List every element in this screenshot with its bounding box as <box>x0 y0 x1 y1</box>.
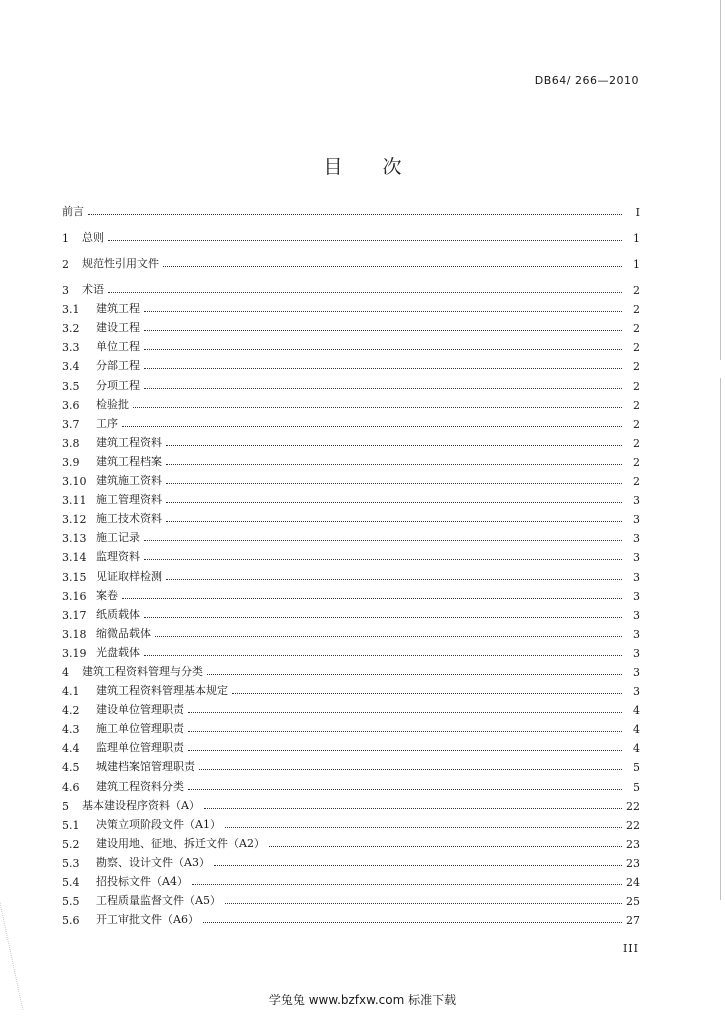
toc-dot-leader <box>144 388 622 389</box>
toc-entry-page: 2 <box>633 436 640 450</box>
toc-entry[interactable] <box>62 431 640 450</box>
page-number: III <box>622 942 639 955</box>
toc-entry[interactable] <box>62 250 640 271</box>
toc-entry-label: 建设工程 <box>96 321 140 335</box>
toc-entry-number: 5.1 <box>62 818 80 832</box>
toc-entry-label: 工程质量监督文件（A5） <box>96 894 221 908</box>
toc-entry-number: 4.1 <box>62 685 80 699</box>
toc-entry[interactable] <box>62 832 640 851</box>
toc-entry[interactable] <box>62 564 640 583</box>
toc-entry-page: 1 <box>633 232 640 246</box>
toc-dot-leader <box>232 693 622 694</box>
toc-dot-leader <box>204 808 622 809</box>
toc-entry-number: 3.12 <box>62 513 87 527</box>
toc-entry-label: 开工审批文件（A6） <box>96 913 199 927</box>
toc-entry-number: 5.5 <box>62 895 80 909</box>
toc-entry-page: 3 <box>633 513 640 527</box>
toc-entry-label: 工序 <box>96 416 118 430</box>
toc-entry-label: 城建档案馆管理职责 <box>96 760 195 774</box>
toc-entry[interactable] <box>62 736 640 755</box>
toc-entry-page: 3 <box>633 589 640 603</box>
watermark: 学兔兔 www.bzfxw.com 标准下载 <box>268 993 457 1007</box>
toc-dot-leader <box>188 789 622 790</box>
toc-entry-page: 2 <box>633 398 640 412</box>
toc-entry-page: 22 <box>626 799 640 813</box>
toc-dot-leader <box>269 846 622 847</box>
toc-title <box>0 152 725 179</box>
toc-entry-label: 施工单位管理职责 <box>96 722 184 736</box>
toc-entry-label: 建筑施工资料 <box>96 474 162 488</box>
table-of-contents <box>62 200 640 927</box>
toc-entry-number: 3.6 <box>62 398 80 412</box>
toc-entry-page: 22 <box>626 818 640 832</box>
toc-entry[interactable] <box>62 393 640 412</box>
toc-dot-leader <box>144 349 622 350</box>
toc-entry-number: 3.8 <box>62 436 80 450</box>
toc-entry-page: 2 <box>633 417 640 431</box>
toc-entry-number: 1 <box>62 232 69 246</box>
toc-entry-label: 建筑工程资料管理基本规定 <box>96 684 228 698</box>
toc-entry[interactable] <box>62 717 640 736</box>
toc-entry[interactable] <box>62 297 640 316</box>
toc-entry[interactable] <box>62 488 640 507</box>
toc-entry-number: 3.11 <box>62 494 87 508</box>
toc-entry-page: 4 <box>633 742 640 756</box>
toc-entry[interactable] <box>62 794 640 813</box>
toc-dot-leader <box>144 368 622 369</box>
toc-entry-number: 4.2 <box>62 704 80 718</box>
toc-dot-leader <box>108 292 622 293</box>
toc-entry-label: 单位工程 <box>96 340 140 354</box>
toc-entry[interactable] <box>62 908 640 927</box>
toc-entry-number: 3.14 <box>62 551 87 565</box>
toc-dot-leader <box>144 311 622 312</box>
toc-entry-number: 3.13 <box>62 532 87 546</box>
toc-entry-number: 3.2 <box>62 322 80 336</box>
toc-entry-number: 4.3 <box>62 723 80 737</box>
toc-entry[interactable] <box>62 335 640 354</box>
toc-entry-label: 检验批 <box>96 397 129 411</box>
toc-dot-leader <box>166 579 622 580</box>
toc-entry-label: 勘察、设计文件（A3） <box>96 855 210 869</box>
toc-entry-page: 5 <box>633 780 640 794</box>
toc-entry-number: 3.17 <box>62 608 87 622</box>
toc-dot-leader <box>199 769 622 770</box>
toc-entry-number: 3.9 <box>62 455 80 469</box>
toc-entry-label: 监理资料 <box>96 550 140 564</box>
toc-entry-label: 缩微品载体 <box>96 626 151 640</box>
toc-dot-leader <box>144 655 622 656</box>
toc-dot-leader <box>144 617 622 618</box>
toc-entry-label: 光盘载体 <box>96 645 140 659</box>
toc-entry[interactable] <box>62 526 640 545</box>
toc-entry-page: 3 <box>633 685 640 699</box>
toc-entry-page: 3 <box>633 494 640 508</box>
toc-dot-leader <box>166 445 622 446</box>
toc-entry-label: 前言 <box>62 205 84 219</box>
toc-entry-page: I <box>635 206 640 220</box>
toc-entry-page: 2 <box>633 360 640 374</box>
toc-dot-leader <box>122 598 622 599</box>
toc-entry[interactable] <box>62 641 640 660</box>
toc-entry-number: 5.2 <box>62 837 80 851</box>
toc-dot-leader <box>188 712 622 713</box>
toc-entry-label: 规范性引用文件 <box>82 257 159 271</box>
toc-entry-page: 3 <box>633 608 640 622</box>
toc-entry[interactable] <box>62 507 640 526</box>
toc-dot-leader <box>203 922 622 923</box>
toc-dot-leader <box>225 903 622 904</box>
toc-entry-page: 23 <box>626 856 640 870</box>
toc-dot-leader <box>144 330 622 331</box>
toc-entry[interactable] <box>62 622 640 641</box>
toc-entry-number: 3.3 <box>62 341 80 355</box>
toc-entry[interactable] <box>62 851 640 870</box>
toc-entry-label: 案卷 <box>96 588 118 602</box>
toc-entry-number: 4 <box>62 665 69 679</box>
toc-entry-label: 基本建设程序资料（A） <box>82 798 200 812</box>
toc-entry-label: 施工记录 <box>96 531 140 545</box>
toc-dot-leader <box>144 559 622 560</box>
toc-entry-label: 决策立项阶段文件（A1） <box>96 817 221 831</box>
toc-title-char-1: 目 <box>323 156 343 178</box>
toc-entry[interactable] <box>62 469 640 488</box>
toc-entry-number: 3.7 <box>62 417 80 431</box>
toc-entry[interactable] <box>62 450 640 469</box>
toc-entry-number: 3 <box>62 284 69 298</box>
toc-entry-number: 5.3 <box>62 856 80 870</box>
toc-entry-page: 2 <box>633 455 640 469</box>
toc-entry-number: 4.5 <box>62 761 80 775</box>
toc-dot-leader <box>166 502 622 503</box>
toc-entry-number: 3.18 <box>62 627 87 641</box>
toc-title-char-2: 次 <box>382 156 402 178</box>
toc-entry[interactable] <box>62 224 640 245</box>
toc-entry-number: 3.4 <box>62 360 80 374</box>
toc-dot-leader <box>214 865 622 866</box>
toc-entry-page: 2 <box>633 341 640 355</box>
toc-entry-page: 3 <box>633 551 640 565</box>
toc-entry-page: 2 <box>633 322 640 336</box>
toc-entry[interactable] <box>62 316 640 335</box>
toc-entry-label: 建筑工程资料分类 <box>96 779 184 793</box>
toc-entry[interactable] <box>62 412 640 431</box>
toc-entry[interactable] <box>62 354 640 373</box>
toc-entry[interactable] <box>62 545 640 564</box>
toc-entry-page: 1 <box>633 258 640 272</box>
toc-entry-number: 3.10 <box>62 475 87 489</box>
toc-entry-number: 3.15 <box>62 570 87 584</box>
toc-entry-label: 总则 <box>82 231 104 245</box>
toc-entry-label: 分项工程 <box>96 378 140 392</box>
toc-dot-leader <box>166 464 622 465</box>
toc-entry-label: 建设用地、征地、拆迁文件（A2） <box>96 836 265 850</box>
toc-entry[interactable] <box>62 200 640 219</box>
toc-dot-leader <box>207 674 622 675</box>
toc-entry-number: 3.19 <box>62 646 87 660</box>
toc-entry[interactable] <box>62 774 640 793</box>
toc-entry-label: 招投标文件（A4） <box>96 875 188 888</box>
toc-entry[interactable] <box>62 603 640 622</box>
toc-entry-page: 25 <box>626 895 640 909</box>
toc-entry-page: 27 <box>626 914 640 928</box>
toc-entry-page: 23 <box>626 837 640 851</box>
toc-entry-page: 3 <box>633 570 640 584</box>
toc-dot-leader <box>188 731 622 732</box>
toc-entry[interactable] <box>62 276 640 297</box>
toc-entry-page: 3 <box>633 646 640 660</box>
toc-entry-page: 5 <box>633 761 640 775</box>
toc-entry-page: 3 <box>633 665 640 679</box>
scan-margin-mark <box>0 800 63 1010</box>
toc-entry-number: 4.4 <box>62 742 80 756</box>
toc-dot-leader <box>192 884 622 885</box>
toc-dot-leader <box>166 483 622 484</box>
toc-dot-leader <box>188 750 622 751</box>
toc-entry-page: 2 <box>633 284 640 298</box>
toc-entry[interactable] <box>62 755 640 774</box>
toc-entry[interactable] <box>62 373 640 392</box>
toc-entry-label: 见证取样检测 <box>96 569 162 583</box>
toc-entry-number: 5 <box>62 799 69 813</box>
toc-dot-leader <box>155 636 622 637</box>
toc-entry[interactable] <box>62 584 640 603</box>
toc-entry[interactable] <box>62 698 640 717</box>
toc-entry-label: 分部工程 <box>96 359 140 373</box>
toc-dot-leader <box>144 540 622 541</box>
toc-dot-leader <box>225 827 622 828</box>
toc-entry-page: 4 <box>633 704 640 718</box>
toc-entry[interactable] <box>62 813 640 832</box>
toc-entry-page: 2 <box>633 475 640 489</box>
toc-entry-page: 3 <box>633 532 640 546</box>
toc-entry-number: 3.1 <box>62 303 80 317</box>
scan-edge-line <box>720 0 721 900</box>
toc-entry[interactable] <box>62 889 640 908</box>
toc-entry-label: 建筑工程资料 <box>96 435 162 449</box>
toc-entry-page: 2 <box>633 379 640 393</box>
toc-dot-leader <box>133 407 622 408</box>
toc-entry-label: 建筑工程 <box>96 302 140 316</box>
toc-dot-leader <box>122 426 622 427</box>
toc-entry-label: 术语 <box>82 283 104 297</box>
toc-entry-label: 施工技术资料 <box>96 512 162 526</box>
toc-entry-label: 纸质载体 <box>96 607 140 621</box>
toc-entry-number: 3.16 <box>62 589 87 603</box>
toc-entry-number: 5.6 <box>62 914 80 928</box>
toc-dot-leader <box>108 240 622 241</box>
toc-dot-leader <box>166 521 622 522</box>
toc-entry-number: 5.4 <box>62 876 80 889</box>
toc-entry-page: 2 <box>633 303 640 317</box>
toc-entry-label: 建筑工程档案 <box>96 454 162 468</box>
toc-dot-leader <box>88 214 622 215</box>
toc-entry[interactable] <box>62 660 640 679</box>
toc-entry-page: 3 <box>633 627 640 641</box>
document-code: DB64/ 266—2010 <box>534 74 639 87</box>
toc-entry[interactable] <box>62 679 640 698</box>
toc-entry-page: 4 <box>633 723 640 737</box>
toc-entry-label: 建设单位管理职责 <box>96 703 184 717</box>
toc-entry-page: 24 <box>626 876 640 889</box>
toc-entry-number: 4.6 <box>62 780 80 794</box>
toc-entry[interactable] <box>62 870 640 889</box>
toc-entry-number: 3.5 <box>62 379 80 393</box>
toc-entry-label: 监理单位管理职责 <box>96 741 184 755</box>
toc-entry-label: 建筑工程资料管理与分类 <box>82 664 203 678</box>
toc-entry-label: 施工管理资料 <box>96 493 162 507</box>
toc-entry-number: 2 <box>62 258 69 272</box>
toc-dot-leader <box>163 266 622 267</box>
